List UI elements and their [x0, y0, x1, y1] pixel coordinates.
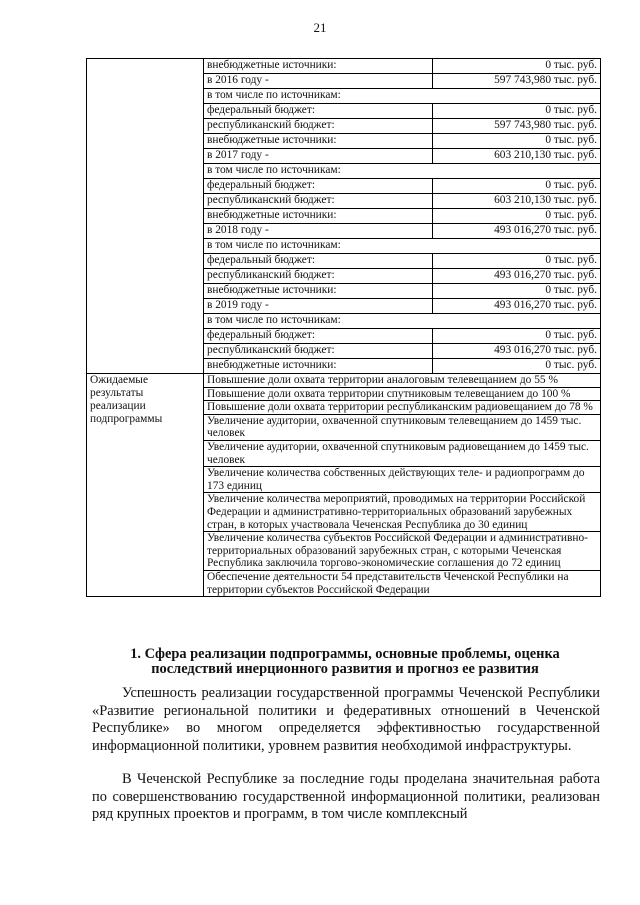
finance-row-value: 597 743,980 тыс. руб.: [433, 74, 601, 89]
finance-row-value: 0 тыс. руб.: [433, 359, 601, 374]
finance-row-value: 493 016,270 тыс. руб.: [433, 344, 601, 359]
finance-row-value: 0 тыс. руб.: [433, 329, 601, 344]
finance-row-value: 493 016,270 тыс. руб.: [433, 269, 601, 284]
result-item: Повышение доли охвата территории республиканским радиовещанием до 78 %: [204, 401, 601, 415]
finance-row-text: в том числе по источникам:: [204, 314, 601, 329]
result-item: Увеличение количества собственных действующих теле- и радиопрограмм до 173 единиц: [204, 467, 601, 493]
finance-row-text: в 2018 году -: [204, 224, 433, 239]
finance-row-text: в 2016 году -: [204, 74, 433, 89]
finance-row-text: в том числе по источникам:: [204, 89, 601, 104]
result-item: Повышение доли охвата территории аналоговым телевещанием до 55 %: [204, 374, 601, 388]
body-paragraph: Успешность реализации государственной программы Чеченской Республики «Развитие региональной политики и федеративных отношений в Чеченской Республике» во многом определяется эффективностью государственной информационной политики, уровнем развития необходимой инфраструктуры.: [92, 685, 600, 754]
finance-row-text: внебюджетные источники:: [204, 134, 433, 149]
finance-row-text: в том числе по источникам:: [204, 164, 601, 179]
result-item: Увеличение аудитории, охваченной спутниковым телевещанием до 1459 тыс. человек: [204, 414, 601, 440]
results-label: Ожидаемые результаты реализации подпрограммы: [87, 374, 204, 597]
finance-row-value: 0 тыс. руб.: [433, 209, 601, 224]
finance-row-text: внебюджетные источники:: [204, 209, 433, 224]
finance-row-value: 0 тыс. руб.: [433, 179, 601, 194]
subprogram-passport-table: [86, 58, 601, 597]
section-heading: 1. Сфера реализации подпрограммы, основные проблемы, оценка последствий инерционного развития и прогноз ее развития: [130, 646, 560, 677]
result-item: Увеличение аудитории, охваченной спутниковым радиовещанием до 1459 тыс. человек: [204, 440, 601, 466]
finance-row-text: республиканский бюджет:: [204, 344, 433, 359]
finance-row-value: 0 тыс. руб.: [433, 254, 601, 269]
finance-row-value: 0 тыс. руб.: [433, 134, 601, 149]
finance-label-cell: [87, 59, 204, 374]
finance-row-value: 0 тыс. руб.: [433, 59, 601, 74]
result-item: Увеличение количества субъектов Российской Федерации и административно-территориальных образований зарубежных стран, с которыми Чеченская Республика заключила торгово-экономические соглашения до 72 единиц: [204, 532, 601, 571]
finance-row-value: 0 тыс. руб.: [433, 284, 601, 299]
finance-row-value: 597 743,980 тыс. руб.: [433, 119, 601, 134]
result-row: [87, 374, 601, 388]
result-item: Увеличение количества мероприятий, проводимых на территории Российской Федерации и административно-территориальных образований зарубежных стран, в которых участвовала Чеченская Республика до 30 единиц: [204, 493, 601, 532]
finance-row-text: в 2019 году -: [204, 299, 433, 314]
finance-row-text: в том числе по источникам:: [204, 239, 601, 254]
finance-row-text: федеральный бюджет:: [204, 329, 433, 344]
finance-row-text: внебюджетные источники:: [204, 359, 433, 374]
body-paragraph: В Чеченской Республике за последние годы проделана значительная работа по совершенствованию государственной информационной политики, реализован ряд крупных проектов и программ, в том числе комплексный: [92, 771, 600, 823]
result-item: Повышение доли охвата территории спутниковым телевещанием до 100 %: [204, 387, 601, 401]
finance-row: [87, 59, 601, 74]
finance-row-text: внебюджетные источники:: [204, 284, 433, 299]
finance-row-text: республиканский бюджет:: [204, 194, 433, 209]
finance-row-text: федеральный бюджет:: [204, 104, 433, 119]
finance-row-text: республиканский бюджет:: [204, 269, 433, 284]
result-item: Обеспечение деятельности 54 представительств Чеченской Республики на территории субъектов Российской Федерации: [204, 570, 601, 596]
finance-row-value: 0 тыс. руб.: [433, 104, 601, 119]
page-number: 21: [313, 20, 327, 35]
finance-row-text: федеральный бюджет:: [204, 254, 433, 269]
finance-row-text: в 2017 году -: [204, 149, 433, 164]
finance-row-value: 603 210,130 тыс. руб.: [433, 149, 601, 164]
finance-row-value: 603 210,130 тыс. руб.: [433, 194, 601, 209]
finance-row-value: 493 016,270 тыс. руб.: [433, 299, 601, 314]
finance-row-text: республиканский бюджет:: [204, 119, 433, 134]
finance-row-text: внебюджетные источники:: [204, 59, 433, 74]
finance-row-value: 493 016,270 тыс. руб.: [433, 224, 601, 239]
finance-row-text: федеральный бюджет:: [204, 179, 433, 194]
